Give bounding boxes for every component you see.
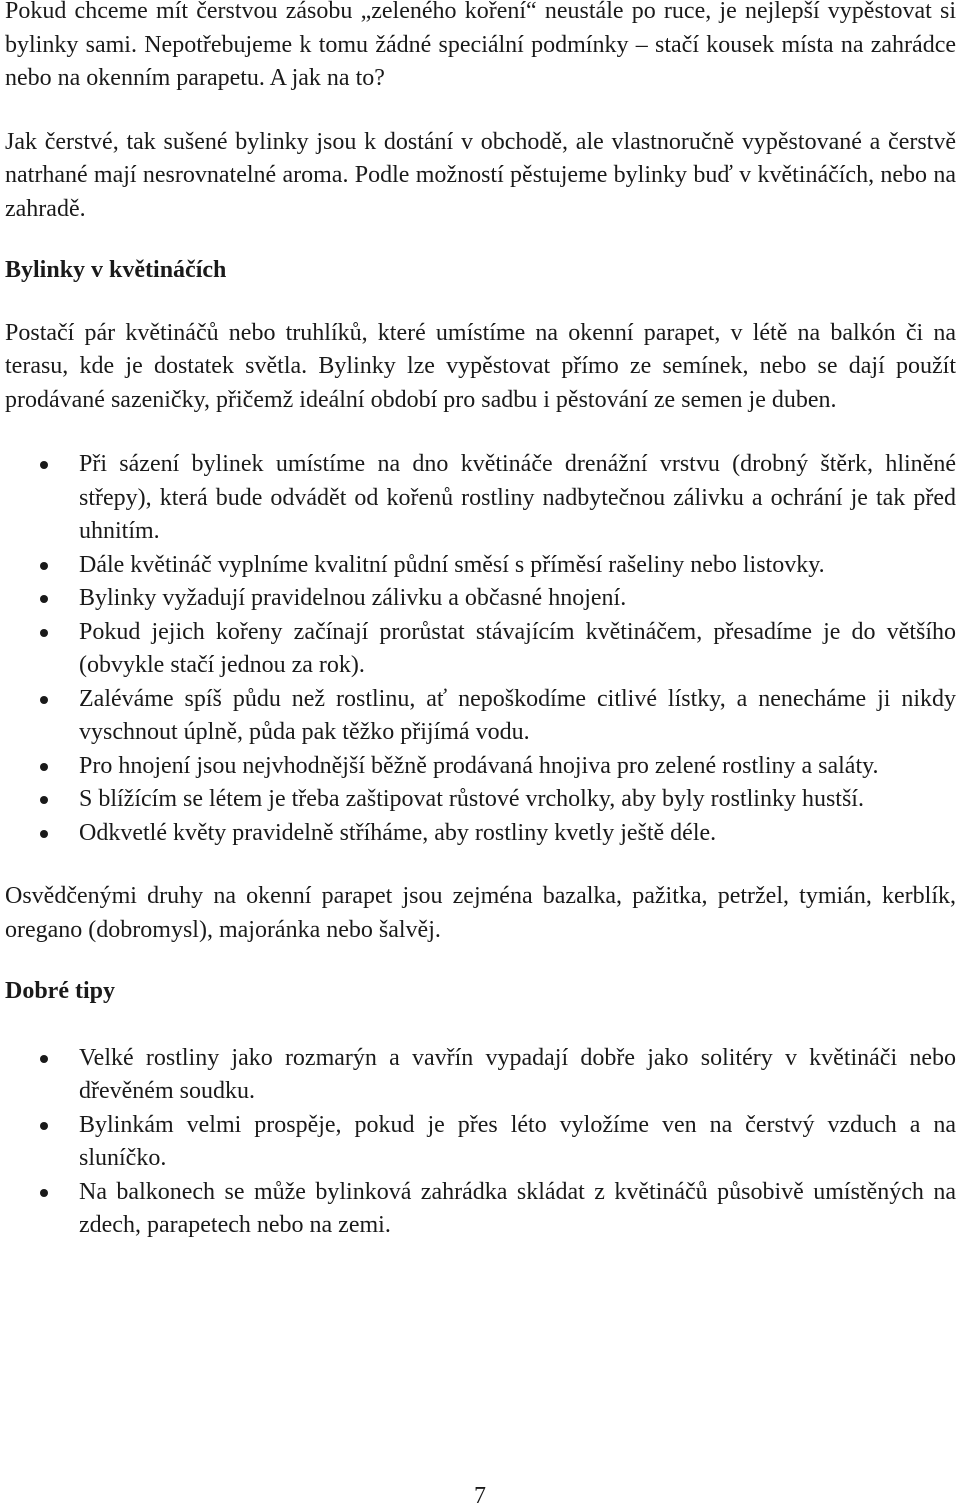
list-item [5, 750, 956, 784]
list-item [5, 616, 956, 683]
pots-paragraph: Postačí pár květináčů nebo truhlíků, které umístíme na okenní parapet, v létě na balkón či na terasu, kde je dostatek světla. Bylinky lze vypěstovat přímo ze semínek, nebo se dají použít prodávané sazeničky, přičemž ideální období pro sadbu i pěstování ze semen je duben. [5, 319, 956, 413]
bullet-icon [40, 595, 48, 603]
list-item [5, 817, 956, 851]
list-item-text: Pro hnojení jsou nejvhodnější běžně prodávaná hnojiva pro zelené rostliny a saláty. [79, 752, 879, 779]
list-item [5, 448, 956, 549]
bullet-icon [40, 696, 48, 704]
document-page [5, 0, 956, 1243]
list-item-text: Na balkonech se může bylinková zahrádka skládat z květináčů působivě umístěných na zdech, parapetech nebo na zemi. [79, 1178, 956, 1238]
bullet-icon [40, 562, 48, 570]
list-item-text: Bylinky vyžadují pravidelnou zálivku a občasné hnojení. [79, 585, 627, 611]
list-item [5, 1176, 956, 1243]
pots-closing-paragraph: Osvědčenými druhy na okenní parapet jsou zejména bazalka, pažitka, petržel, tymián, kerblík, oregano (dobromysl), majoránka nebo šalvěj. [5, 883, 956, 943]
section-heading-tips: Dobré tipy [5, 978, 115, 1004]
bullet-icon [40, 763, 48, 771]
bullet-icon [40, 1122, 48, 1130]
tips-bullet-list [5, 1042, 956, 1243]
list-item [5, 783, 956, 817]
list-item [5, 582, 956, 616]
section-heading-pots: Bylinky v květináčích [5, 257, 227, 283]
list-item [5, 683, 956, 750]
bullet-icon [40, 1189, 48, 1197]
list-item-text: Při sázení bylinek umístíme na dno květináče drenážní vrstvu (drobný štěrk, hliněné střepy), která bude odvádět od kořenů rostliny nadbytečnou zálivku a ochrání je tak před uhnitím. [79, 451, 956, 544]
intro-paragraph-1: Pokud chceme mít čerstvou zásobu „zeleného koření“ neustále po ruce, je nejlepší vypěstovat si bylinky sami. Nepotřebujeme k tomu žádné speciální podmínky – stačí kousek místa na zahrádce nebo na okenním parapetu. A jak na to? [5, 0, 956, 91]
bullet-icon [40, 461, 48, 469]
bullet-icon [40, 830, 48, 838]
intro-paragraph-2: Jak čerstvé, tak sušené bylinky jsou k dostání v obchodě, ale vlastnoručně vypěstované a čerstvě natrhané mají nesrovnatelné aroma. Podle možností pěstujeme bylinky buď v květináčích, nebo na zahradě. [5, 128, 956, 222]
list-item [5, 549, 956, 583]
list-item-text: Velké rostliny jako rozmarýn a vavřín vypadají dobře jako solitéry v květináči nebo dřevěném soudku. [79, 1044, 956, 1104]
bullet-icon [40, 1055, 48, 1063]
pots-bullet-list [5, 448, 956, 850]
list-item-text: Odkvetlé květy pravidelně stříháme, aby rostliny kvetly ještě déle. [79, 819, 717, 846]
list-item [5, 1042, 956, 1109]
list-item [5, 1109, 956, 1176]
bullet-icon [40, 796, 48, 804]
bullet-icon [40, 629, 48, 637]
list-item-text: Bylinkám velmi prospěje, pokud je přes léto vyložíme ven na čerstvý vzduch a na sluníčko. [79, 1111, 956, 1171]
list-item-text: Zaléváme spíš půdu než rostlinu, ať nepoškodíme citlivé lístky, a nenecháme ji nikdy vyschnout úplně, půda pak těžko přijímá vodu. [79, 685, 956, 745]
list-item-text: Pokud jejich kořeny začínají prorůstat stávajícím květináčem, přesadíme je do většího (obvykle stačí jednou za rok). [79, 618, 956, 678]
page-number: 7 [474, 1483, 486, 1509]
list-item-text: S blížícím se létem je třeba zaštipovat růstové vrcholky, aby byly rostlinky hustší. [79, 786, 864, 812]
list-item-text: Dále květináč vyplníme kvalitní půdní směsí s příměsí rašeliny nebo listovky. [79, 551, 825, 578]
